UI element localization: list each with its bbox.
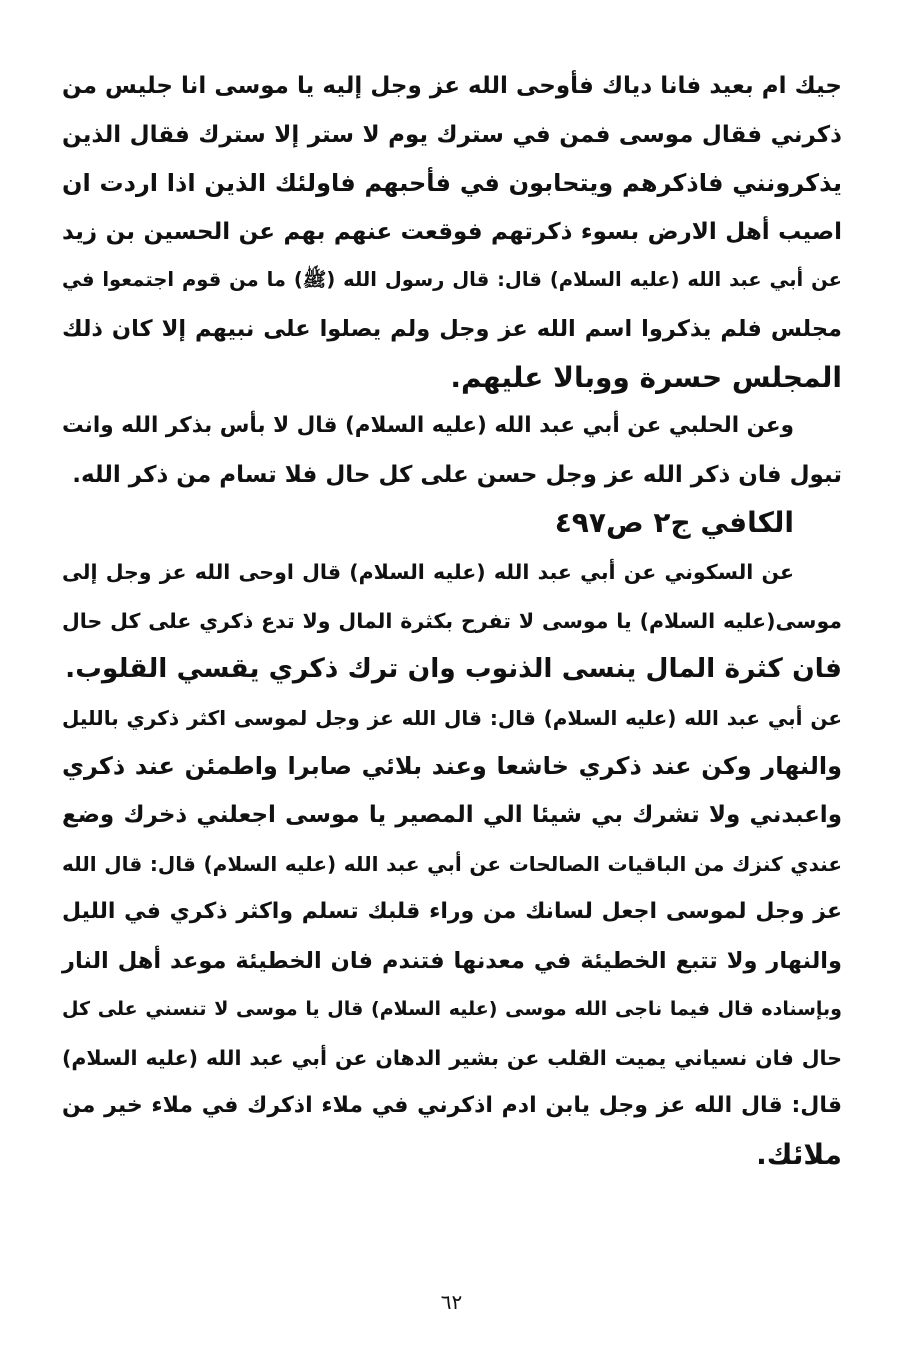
text-line-5: عن أبي عبد الله (ﻋﻠﻴﻪ السلام) قال: قال رسول الله (ﷺ) ما من قوم اجتمعوا في [62, 268, 842, 292]
text-line-22: قال: قال الله عز وجل يابن ادم اذكرني في ملاء اذكرك في ملاء خير من [62, 1093, 842, 1119]
text-line-8: وعن الحلبي عن أبي عبد الله (ﻋﻠﻴﻪ السلام) قال لا بأس بذكر الله وانت [62, 413, 794, 439]
text-line-3: يذكرونني فاذكرهم ويتحابون في فأحبهم فاولئك الذين اذا اردت ان [62, 169, 842, 198]
text-line-11: عن السكوني عن أبي عبد الله (ﻋﻠﻴﻪ السلام) قال اوحى الله عز وجل إلى [62, 559, 794, 584]
page-number: ٦٢ [440, 1290, 463, 1314]
text-line-14: عن أبي عبد الله (ﻋﻠﻴﻪ السلام) قال: قال الله عز وجل لموسى اكثر ذكري بالليل [62, 705, 842, 730]
reference-line: الكافي ج٢ ص٤٩٧ [554, 506, 794, 540]
text-line-13: فان كثرة المال ينسى الذنوب وان ترك ذكري يقسي القلوب. [65, 653, 842, 685]
text-line-15: والنهار وكن عند ذكري خاشعا وعند بلائي صابرا واطمئن عند ذكري [62, 752, 842, 781]
text-line-6: مجلس فلم يذكروا اسم الله عز وجل ولم يصلوا على نبيهم إلا كان ذلك [62, 315, 842, 342]
text-line-17: عندي كنزك من الباقيات الصالحات عن أبي عبد الله (ﻋﻠﻴﻪ السلام) قال: قال الله [62, 851, 842, 876]
text-line-18: عز وجل لموسى اجعل لسانك من وراء قلبك تسلم واكثر ذكري في الليل [62, 899, 842, 925]
text-line-1: جيك ام بعيد فانا دياك فأوحى الله عز وجل إليه يا موسى انا جليس من [62, 73, 842, 99]
text-line-20: وبإسناده قال فيما ناجى الله موسى (ﻋﻠﻴﻪ السلام) قال يا موسى لا تنسني على كل [62, 998, 842, 1021]
text-line-23: ملائك. [756, 1138, 842, 1172]
text-line-16: واعبدني ولا تشرك بي شيئا الي المصير يا موسى اجعلني ذخرك وضع [62, 801, 842, 828]
text-line-4: اصيب أهل الارض بسوء ذكرتهم فوقعت عنهم بهم عن الحسين بن زيد [62, 218, 842, 245]
text-line-21: حال فان نسياني يميت القلب عن بشير الدهان عن أبي عبد الله (ﻋﻠﻴﻪ السلام) [62, 1045, 842, 1070]
text-line-9: تبول فان ذكر الله عز وجل حسن على كل حال فلا تسام من ذكر الله. [72, 461, 842, 488]
page-text [62, 62, 842, 1302]
text-line-19: والنهار ولا تتبع الخطيئة في معدنها فتندم فان الخطيئة موعد أهل النار [62, 947, 842, 974]
text-line-7: المجلس حسرة ووبالا عليهم. [450, 360, 842, 394]
text-line-12: موسى(ﻋﻠﻴﻪ السلام) يا موسى لا تفرح بكثرة المال ولا تدع ذكري على كل حال [62, 608, 842, 633]
text-line-2: ذكرني فقال موسى فمن في سترك يوم لا ستر إلا سترك فقال الذين [62, 121, 842, 148]
